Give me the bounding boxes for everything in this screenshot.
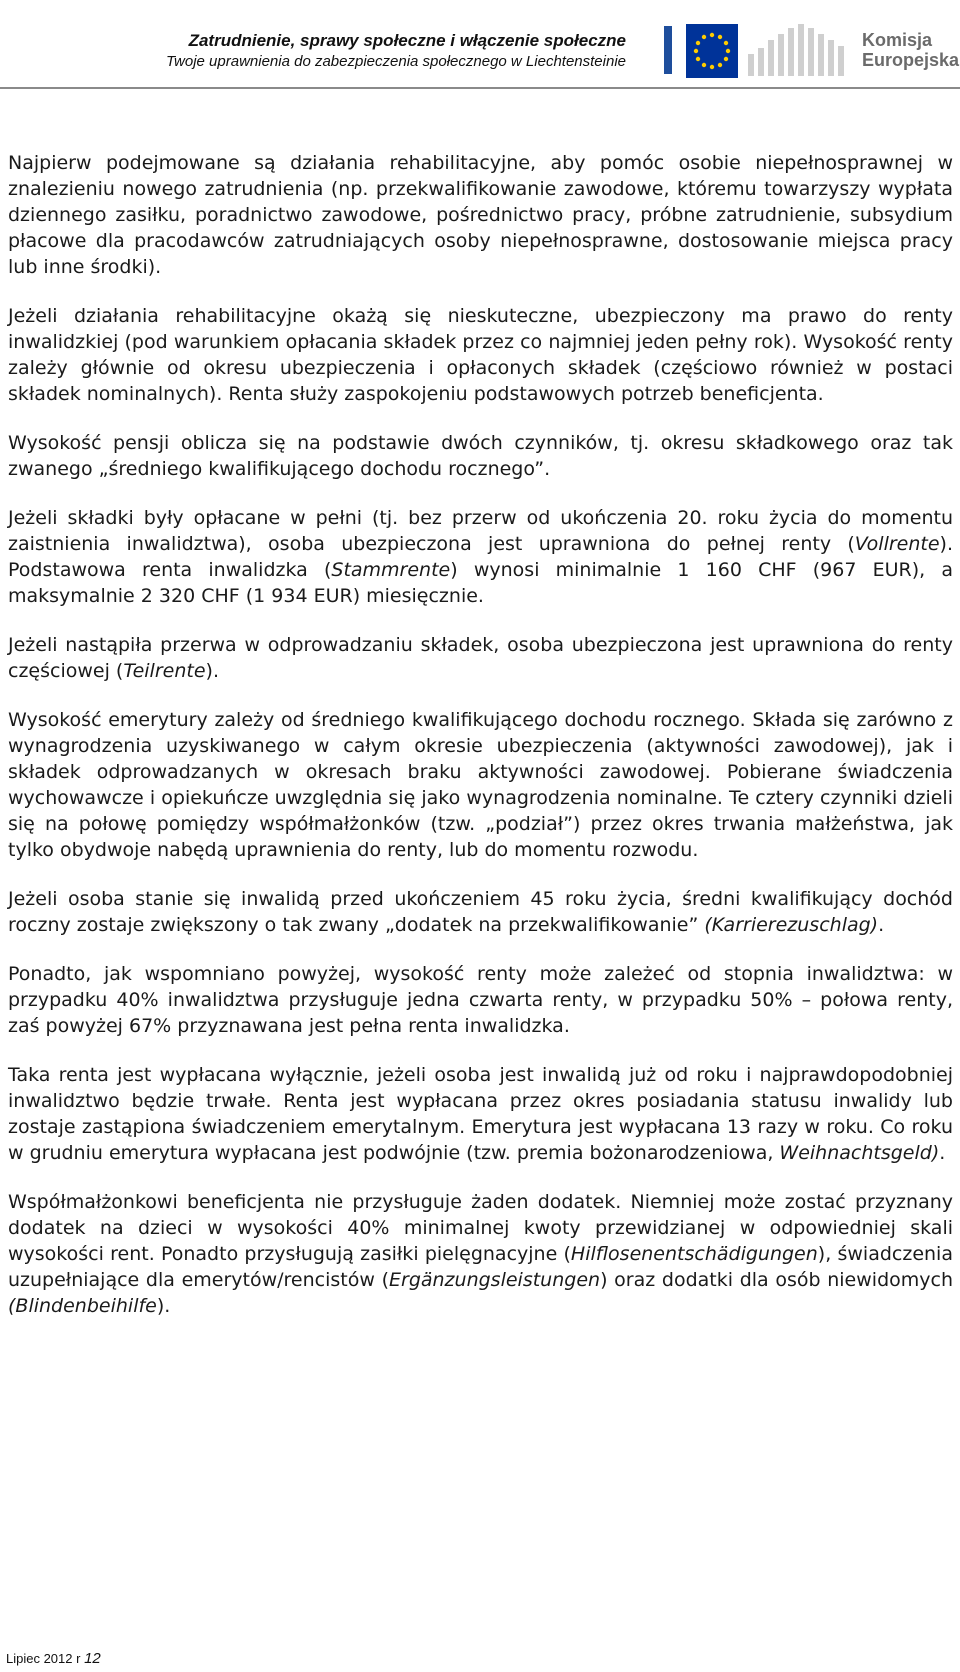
body-paragraph <box>8 1062 953 1166</box>
text-run: Wysokość pensji oblicza się na podstawie dwóch czynników, tj. okresu składkowego oraz tak zwanego „średniego kwalifikującego dochodu rocznego”. <box>8 432 953 480</box>
text-run: Taka renta jest wypłacana wyłącznie, jeżeli osoba jest inwalidą już od roku i najprawdopodobniej inwalidztwo będzie trwałe. Renta jest wypłacana przez okres posiadania statusu inwalidy lub zostaje zastąpiona świadczeniem emerytalnym. Emerytura jest wypłacana 13 razy w roku. Co roku w grudniu emerytura wypłacana jest podwójnie (tzw. premia bożonarodzeniowa, <box>8 1064 953 1164</box>
italic-term: Stammrente <box>331 559 451 581</box>
text-run: Jeżeli działania rehabilitacyjne okażą się nieskuteczne, ubezpieczony ma prawo do renty inwalidzkiej (pod warunkiem opłacania składek przez co najmniej jeden pełny rok). Wysokość renty zależy głównie od okresu ubezpieczenia i opłaconych składek (częściowo również w postaci składek nominalnych). Renta służy zaspokojeniu podstawowych potrzeb beneficjenta. <box>8 305 953 405</box>
text-run: ) oraz dodatki dla osób niewidomych <box>600 1269 953 1291</box>
text-run: ) wynosi minimalnie 1 160 CHF (967 EUR), a maksymalnie 2 320 CHF (1 934 EUR) miesięcznie. <box>8 559 953 607</box>
text-run: Współmałżonkowi beneficjenta nie przysługuje żaden dodatek. Niemniej może zostać przyznany dodatek na dzieci w wysokości 40% minimalnej kwoty przewidzianej w odpowiedniej skali wysokości rent. Ponadto przysługują zasiłki pielęgnacyjne ( <box>8 1191 953 1265</box>
page-number: 12 <box>84 1650 101 1667</box>
text-run: ), świadczenia uzupełniające dla emerytów/rencistów ( <box>8 1243 953 1291</box>
text-run: Najpierw podejmowane są działania rehabilitacyjne, aby pomóc osobie niepełnosprawnej w znalezieniu nowego zatrudnienia (np. przekwalifikowanie zawodowe, któremu towarzyszy wypłata dziennego zasiłku, poradnictwo zawodowe, pośrednictwo pracy, próbne zatrudnienie, subsydium płacowe dla pracodawców zatrudniających osoby niepełnosprawne, dostosowanie miejsca pracy lub inne środki). <box>8 152 953 278</box>
text-run: Wysokość emerytury zależy od średniego kwalifikującego dochodu rocznego. Składa się zarówno z wynagrodzenia uzyskiwanego w całym okresie ubezpieczenia (aktywności zawodowej), jak i składek odprowadzanych w okresach braku aktywności zawodowej. Pobierane świadczenia wychowawcze i opiekuńcze uwzględnia się jako wynagrodzenia nominalne. Te cztery czynniki dzieli się na połowę pomiędzy współmałżonków (tzw. „podział”) przez okres trwania małżeństwa, jak tylko obydwoje nabędą uprawnienia do renty, lub do momentu rozwodu. <box>8 709 953 861</box>
text-run: . <box>939 1142 946 1164</box>
italic-term: Ergänzungsleistungen <box>389 1269 601 1291</box>
header-titles <box>166 30 626 72</box>
header-accent-bar <box>664 26 672 74</box>
text-run: Jeżeli osoba stanie się inwalidą przed ukończeniem 45 roku życia, średni kwalifikujący dochód roczny zostaje zwiększony o tak zwany „dodatek na przekwalifikowanie” <box>8 888 953 936</box>
text-run: Ponadto, jak wspomniano powyżej, wysokość renty może zależeć od stopnia inwalidztwa: w przypadku 40% inwalidztwa przysługuje jedna czwarta renty, w przypadku 50% – połowa renty, zaś powyżej 67% przyznawana jest pełna renta inwalidzka. <box>8 963 953 1037</box>
text-run: Jeżeli składki były opłacane w pełni (tj. bez przerw od ukończenia 20. roku życia do momentu zaistnienia inwalidztwa), osoba ubezpieczona jest uprawniona do pełnej renty ( <box>8 507 953 555</box>
document-body <box>8 150 953 1342</box>
body-paragraph <box>8 707 953 863</box>
text-run: ). Podstawowa renta inwalidzka ( <box>8 533 953 581</box>
european-commission-logo <box>686 0 960 86</box>
page-header <box>0 0 960 88</box>
logo-text-line1: Komisja <box>862 30 933 50</box>
italic-term: (Karrierezuschlag) <box>704 914 879 936</box>
body-paragraph <box>8 632 953 684</box>
italic-term: Hilflosenentschädigungen <box>570 1243 818 1265</box>
italic-term: (Blindenbeihilfe <box>8 1295 157 1317</box>
header-subtitle: Twoje uprawnienia do zabezpieczenia społecznego w Liechtensteinie <box>165 53 626 70</box>
text-run: ). <box>205 660 219 682</box>
body-paragraph <box>8 505 953 609</box>
body-paragraph <box>8 886 953 938</box>
text-run: ). <box>156 1295 171 1317</box>
italic-term: Vollrente <box>854 533 940 555</box>
logo-text <box>862 30 959 70</box>
footer-date: Lipiec 2012 r <box>6 1651 81 1666</box>
italic-term: Teilrente <box>123 660 206 682</box>
text-run: Jeżeli nastąpiła przerwa w odprowadzaniu składek, osoba ubezpieczona jest uprawniona do renty częściowej ( <box>8 634 953 682</box>
page-footer <box>6 1651 101 1667</box>
body-paragraph <box>8 961 953 1039</box>
body-paragraph <box>8 430 953 482</box>
body-paragraph <box>8 303 953 407</box>
body-paragraph <box>8 1189 953 1319</box>
header-title: Zatrudnienie, sprawy społeczne i włączenie społeczne <box>188 31 626 50</box>
header-divider <box>0 87 960 89</box>
body-paragraph <box>8 150 953 280</box>
text-run: . <box>878 914 885 936</box>
italic-term: Weihnachtsgeld) <box>779 1142 940 1164</box>
logo-text-line2: Europejska <box>862 50 960 70</box>
